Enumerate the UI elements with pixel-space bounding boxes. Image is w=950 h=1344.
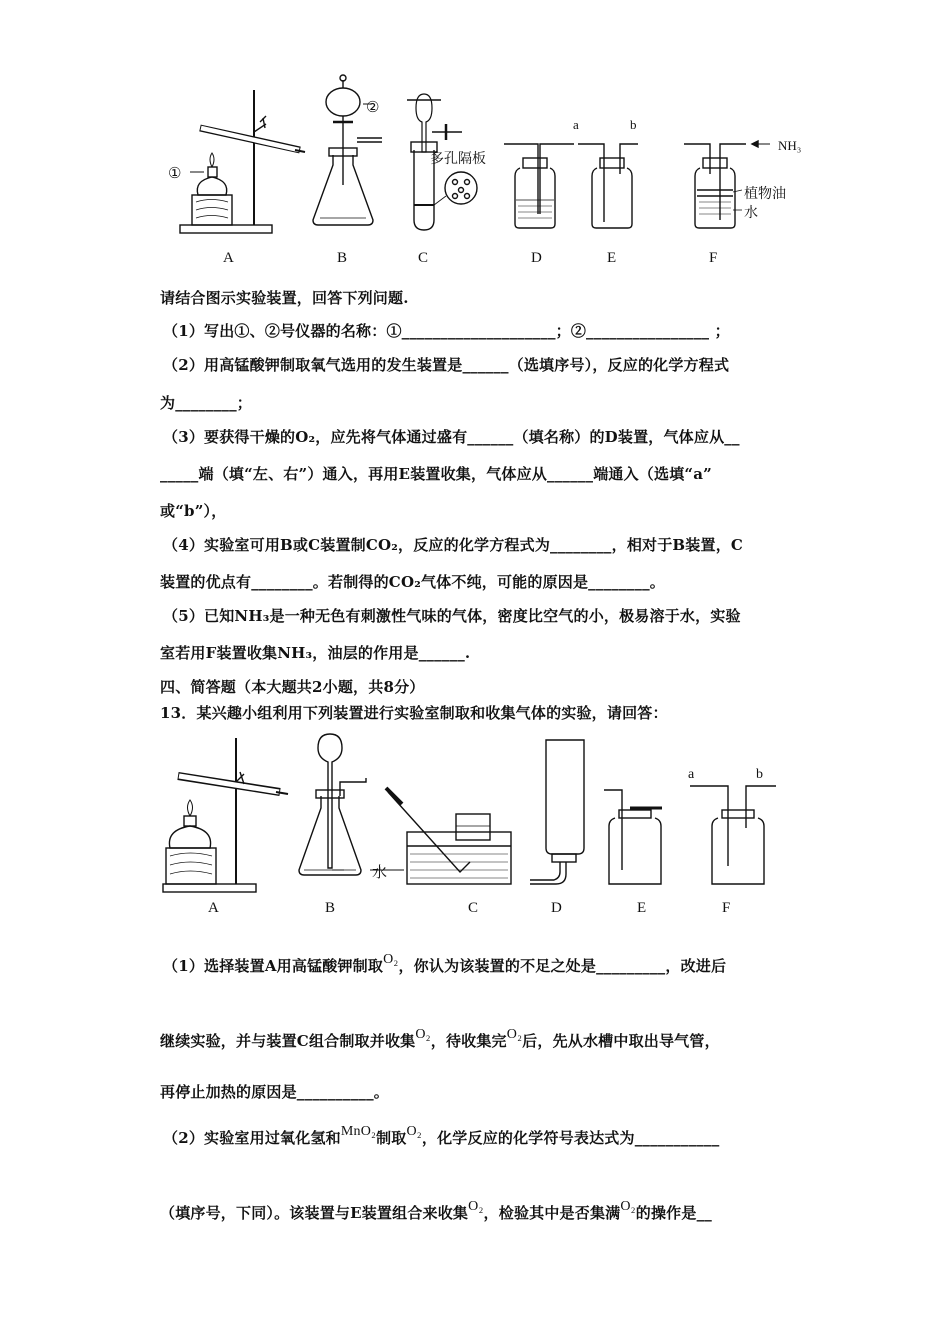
q12-part5-line1: （5）已知NH₃是一种无色有刺激性气味的气体，密度比空气的小，极易溶于水，实验 bbox=[163, 607, 741, 625]
o2-formula: O₂ bbox=[620, 1199, 636, 1214]
fig1-label-c: C bbox=[418, 250, 429, 266]
fig2-label-c: C bbox=[468, 900, 479, 916]
fig2-apparatus-b bbox=[299, 734, 366, 875]
nh3-label: NH₃ bbox=[778, 138, 802, 153]
q12-intro: 请结合图示实验装置，回答下列问题. bbox=[160, 289, 409, 307]
fig1-label-f: F bbox=[709, 250, 718, 266]
fig2-label-d: D bbox=[551, 900, 562, 916]
mno2-formula: MnO₂ bbox=[340, 1124, 377, 1139]
q13-part2-line1 bbox=[163, 1124, 720, 1148]
q13-p1b-pre: 继续实验，并与装置C组合制取并收集 bbox=[160, 1032, 416, 1050]
q13-p2a-post: ，化学反应的化学符号表达式为___________ bbox=[421, 1129, 720, 1147]
q13-intro: 13．某兴趣小组利用下列装置进行实验室制取和收集气体的实验，请回答： bbox=[160, 704, 668, 722]
q13-p1a-pre: （1）选择装置A用高锰酸钾制取 bbox=[163, 957, 384, 975]
fig2-port-b: b bbox=[756, 767, 763, 782]
water-label-1: 水 bbox=[744, 206, 758, 221]
q13-p1a-post: ，你认为该装置的不足之处是_________，改进后 bbox=[398, 957, 727, 975]
fig1-label-a: A bbox=[223, 250, 234, 266]
q12-part2-line2: 为________； bbox=[160, 394, 253, 412]
porous-plate-label: 多孔隔板 bbox=[430, 152, 486, 167]
q13-p1b-mid: ，待收集完 bbox=[430, 1032, 507, 1050]
fig2-apparatus-d bbox=[530, 740, 584, 884]
fig2-port-a: a bbox=[688, 767, 695, 782]
q13-part1-line3: 再停止加热的原因是__________。 bbox=[160, 1083, 390, 1101]
fig2-label-f: F bbox=[722, 900, 731, 916]
q13-part1-line1 bbox=[163, 952, 727, 976]
fig1-label-b: B bbox=[337, 250, 348, 266]
callout-2: ② bbox=[366, 100, 380, 116]
fig2-apparatus-f bbox=[690, 786, 776, 884]
fig2-label-b: B bbox=[325, 900, 336, 916]
fig2-apparatus-c bbox=[370, 788, 511, 884]
q13-p2b-pre: （填序号，下同）。该装置与E装置组合来收集 bbox=[160, 1204, 469, 1222]
o2-formula: O₂ bbox=[468, 1199, 484, 1214]
port-a-label: a bbox=[573, 117, 579, 132]
fig1-label-e: E bbox=[607, 250, 617, 266]
q12-part5-line2: 室若用F装置收集NH₃，油层的作用是______. bbox=[160, 644, 471, 662]
fig2-water-label: 水 bbox=[372, 865, 388, 881]
q13-p2b-post: 的操作是__ bbox=[635, 1204, 712, 1222]
q12-part1: （1）写出①、②号仪器的名称：①____________________；②________________ ； bbox=[163, 322, 730, 340]
fig2-apparatus-a bbox=[163, 738, 288, 892]
q13-part1-line2 bbox=[160, 1027, 720, 1051]
callout-1: ① bbox=[168, 166, 182, 182]
port-b-label: b bbox=[630, 117, 637, 132]
q13-p2a-pre: （2）实验室用过氧化氢和 bbox=[163, 1129, 341, 1147]
fig2-apparatus-e bbox=[604, 790, 662, 884]
q12-part4-line2: 装置的优点有________。若制得的CO₂气体不纯，可能的原因是________。 bbox=[160, 573, 665, 591]
o2-formula: O₂ bbox=[506, 1027, 523, 1042]
fig1-label-d: D bbox=[531, 250, 542, 266]
section-4-title: 四、简答题（本大题共2小题，共8分） bbox=[160, 678, 425, 696]
q13-p2a-mid: 制取 bbox=[376, 1129, 407, 1147]
q12-part3-line1: （3）要获得干燥的O₂，应先将气体通过盛有______（填名称）的D装置，气体应从__ bbox=[163, 428, 740, 446]
apparatus-b bbox=[313, 75, 382, 225]
fig2-label-a: A bbox=[208, 900, 219, 916]
q12-part3-line2: _____端（填“左、右”）通入，再用E装置收集，气体应从______端通入（选填“a” bbox=[160, 465, 712, 483]
apparatus-d bbox=[504, 144, 574, 228]
o2-formula: O₂ bbox=[415, 1027, 431, 1042]
q12-part4-line1: （4）实验室可用B或C装置制CO₂，反应的化学方程式为________，相对于B装置，C bbox=[163, 536, 744, 554]
q13-p1b-post: 后，先从水槽中取出导气管， bbox=[522, 1032, 720, 1050]
veg-oil-label: 植物油 bbox=[744, 187, 786, 202]
apparatus-e bbox=[578, 144, 638, 228]
fig2-label-e: E bbox=[637, 900, 647, 916]
q12-part3-line3: 或“b”）， bbox=[160, 502, 227, 520]
apparatus-figure-2 bbox=[0, 730, 950, 920]
q13-p2b-mid: ，检验其中是否集满 bbox=[483, 1204, 621, 1222]
q13-part2-line2 bbox=[160, 1199, 712, 1223]
o2-formula: O₂ bbox=[406, 1124, 422, 1139]
q12-part2-line1: （2）用高锰酸钾制取氧气选用的发生装置是______（选填序号），反应的化学方程式 bbox=[163, 356, 730, 374]
o2-formula: O₂ bbox=[383, 952, 399, 967]
apparatus-figure-1 bbox=[0, 70, 950, 270]
apparatus-a bbox=[180, 90, 305, 233]
